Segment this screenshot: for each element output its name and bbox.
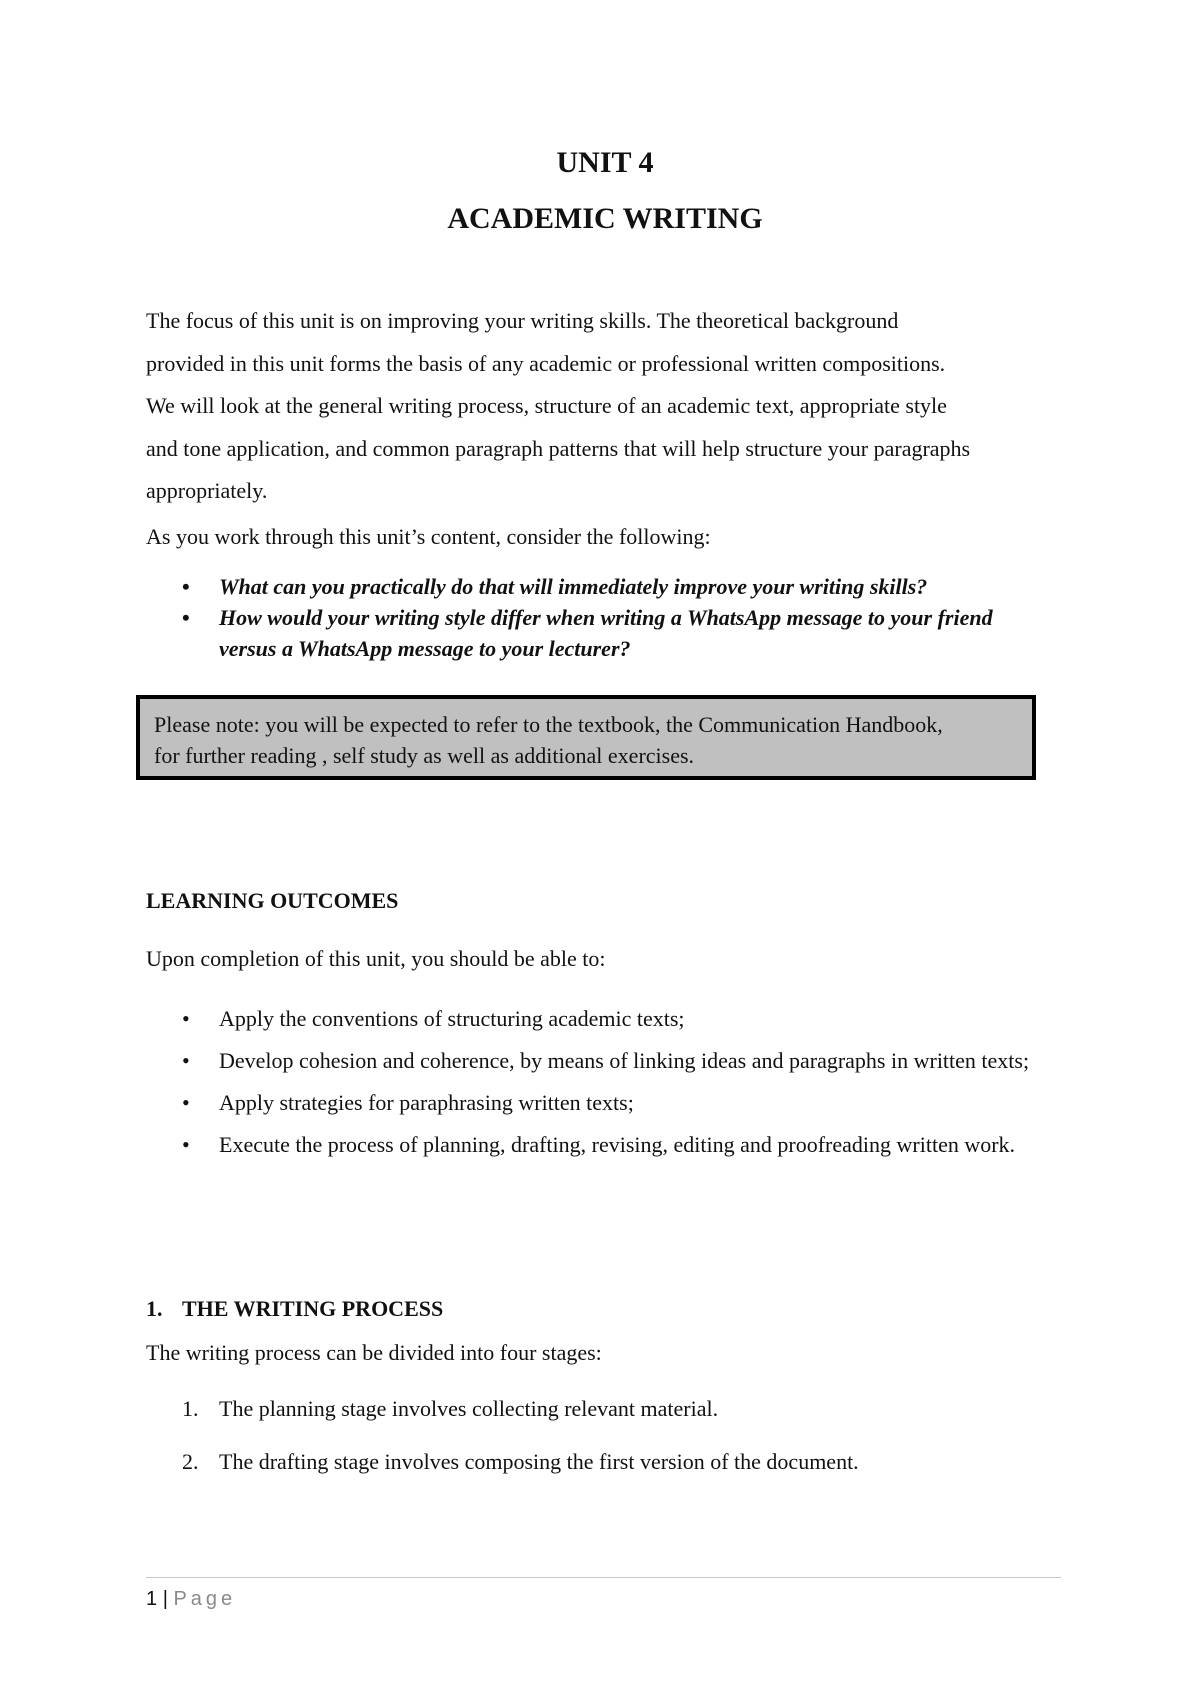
outcome-text: Develop cohesion and coherence, by means of linking ideas and paragraphs in written texts; <box>219 1048 1030 1073</box>
writing-step <box>146 1449 1066 1475</box>
consider-text: As you work through this unit’s content, consider the following: <box>146 524 711 549</box>
footer-divider <box>146 1577 1061 1578</box>
bullet-icon: • <box>182 605 190 630</box>
outcome-text: Apply the conventions of structuring academic texts; <box>219 1006 685 1031</box>
unit-title: UNIT 4 <box>556 146 654 179</box>
learning-outcomes-intro: Upon completion of this unit, you should be able to: <box>146 946 606 971</box>
step-text: The drafting stage involves composing the first version of the document. <box>219 1449 859 1474</box>
intro-line: The focus of this unit is on improving your writing skills. The theoretical background <box>146 308 899 333</box>
page-number: 1 <box>146 1588 158 1610</box>
outcomes-list <box>146 998 1066 1166</box>
bullet-icon: • <box>182 1006 190 1031</box>
intro-line: appropriately. <box>146 478 268 503</box>
question-text: What can you practically do that will immediately improve your writing skills? <box>219 574 928 599</box>
outcome-text: Apply strategies for paraphrasing written texts; <box>219 1090 634 1115</box>
writing-process-intro: The writing process can be divided into four stages: <box>146 1340 602 1365</box>
outcome-item <box>146 998 1066 1040</box>
outcome-item <box>146 1124 1066 1166</box>
bullet-icon: • <box>182 1048 190 1073</box>
bullet-icon: • <box>182 574 190 599</box>
writing-step <box>146 1396 1066 1422</box>
question-list <box>146 571 1046 664</box>
section-number: 1. <box>146 1296 163 1321</box>
intro-line: provided in this unit forms the basis of any academic or professional written compositions. <box>146 350 946 376</box>
step-number: 2. <box>182 1449 199 1474</box>
writing-process-heading <box>146 1296 443 1322</box>
outcome-item <box>146 1040 1066 1082</box>
section-title: THE WRITING PROCESS <box>182 1296 444 1321</box>
unit-subtitle: ACADEMIC WRITING <box>447 202 763 235</box>
step-text: The planning stage involves collecting relevant material. <box>219 1396 719 1421</box>
intro-line: We will look at the general writing process, structure of an academic text, appropriate style <box>146 393 947 418</box>
page-footer <box>146 1588 236 1611</box>
page-label: Page <box>173 1588 237 1610</box>
question-item <box>146 571 1046 602</box>
outcome-text: Execute the process of planning, drafting, revising, editing and proofreading written work. <box>219 1132 1016 1157</box>
intro-paragraph <box>146 300 1066 513</box>
note-line: Please note: you will be expected to refer to the textbook, the Communication Handbook, <box>154 712 943 737</box>
learning-outcomes-heading: LEARNING OUTCOMES <box>146 888 399 913</box>
footer-separator: | <box>162 1588 168 1610</box>
question-text: How would your writing style differ when writing a WhatsApp message to your friend versus a WhatsApp message to your lecturer? <box>219 605 993 661</box>
question-item <box>146 602 1046 664</box>
note-box <box>136 695 1036 780</box>
intro-line: and tone application, and common paragraph patterns that will help structure your paragraphs <box>146 435 971 461</box>
note-line: for further reading , self study as well as additional exercises. <box>154 743 695 768</box>
step-number: 1. <box>182 1396 199 1421</box>
bullet-icon: • <box>182 1132 190 1157</box>
bullet-icon: • <box>182 1090 190 1115</box>
outcome-item <box>146 1082 1066 1124</box>
